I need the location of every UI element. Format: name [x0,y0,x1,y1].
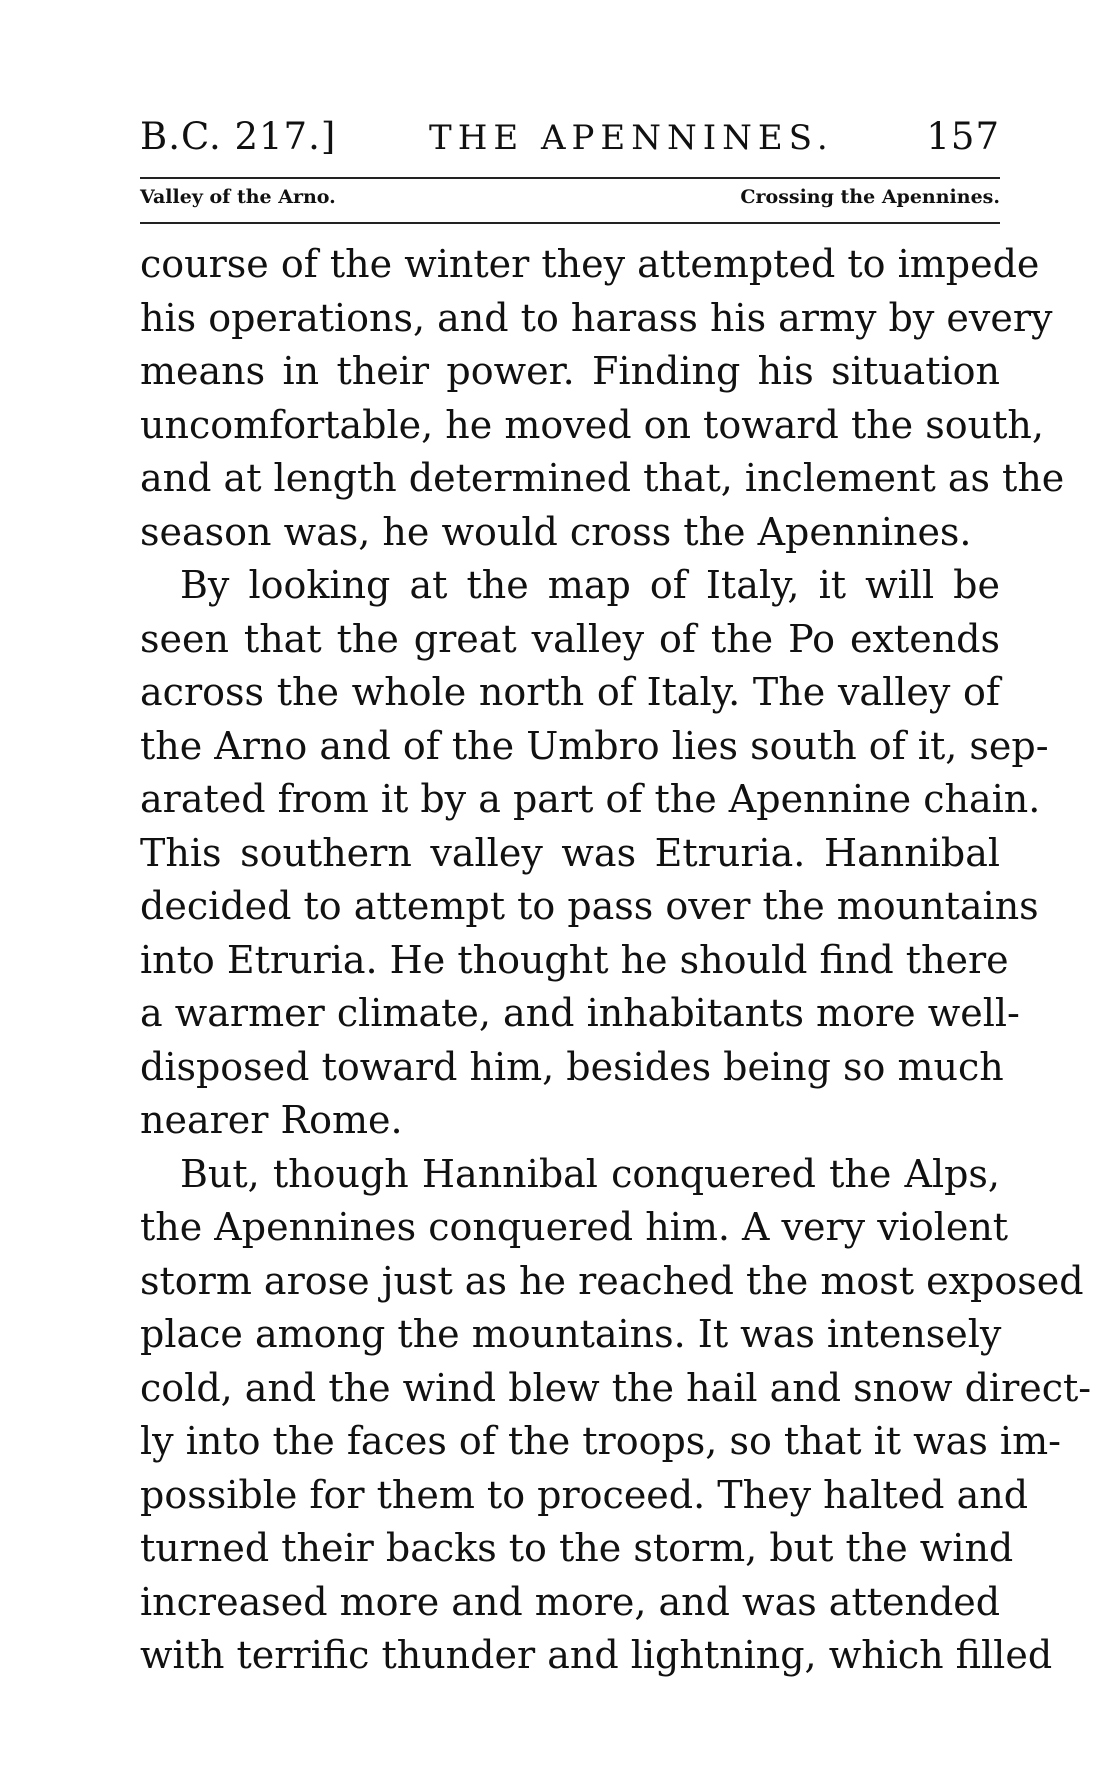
paragraph [140,559,1049,1148]
subhead-rule [140,222,1000,224]
header-rule [140,177,1000,179]
text-line: But, though Hannibal conquered the Alps, [180,1151,1000,1196]
text-line: disposed toward him, besides being so much [140,1044,1004,1089]
book-page [140,115,1092,1683]
paragraph [140,1148,1092,1683]
text-line: decided to attempt to pass over the mountains [140,884,1039,928]
year-marker: B.C. 217.] [140,115,337,158]
text-line: nearer Rome. [140,1098,403,1142]
text-line: and at length determined that, inclement as the [140,456,1065,500]
text-line: means in their power. Finding his situation [140,349,1000,393]
text-line: turned their backs to the storm, but the wind [140,1526,1014,1570]
text-line: ly into the faces of the troops, so that it was im- [140,1419,1061,1463]
side-heading-left: Valley of the Arno. [140,186,336,208]
text-line: place among the mountains. It was intensely [140,1312,1002,1356]
text-line: the Arno and of the Umbro lies south of it, sep- [140,723,1049,768]
text-line: uncomfortable, he moved on toward the south, [140,402,1044,447]
page-number: 157 [926,115,1000,158]
text-line: cold, and the wind blew the hail and snow direct- [140,1365,1092,1410]
text-line: storm arose just as he reached the most exposed [140,1258,1084,1303]
running-head [140,115,1000,169]
text-line: across the whole north of Italy. The valley of [140,670,1000,714]
chapter-title: THE APENNINES. [429,118,834,158]
text-line: possible for them to proceed. They halted and [140,1472,1029,1517]
body-text [140,238,1092,1683]
text-line: with terrific thunder and lightning, which filled [140,1633,1053,1677]
text-line: increased more and more, and was attended [140,1579,1001,1624]
text-line: This southern valley was Etruria. Hannibal [140,830,1000,875]
text-line: season was, he would cross the Apennines. [140,509,972,554]
text-line: the Apennines conquered him. A very violent [140,1205,1009,1249]
paragraph [140,238,1065,559]
text-line: a warmer climate, and inhabitants more well- [140,991,1020,1035]
text-line: By looking at the map of Italy, it will be [180,563,1000,607]
text-line: into Etruria. He thought he should find there [140,937,1009,982]
side-headings [140,186,1000,216]
text-line: seen that the great valley of the Po extends [140,616,1000,661]
text-line: his operations, and to harass his army by every [140,295,1053,340]
text-line: arated from it by a part of the Apennine chain. [140,777,1041,821]
text-line: course of the winter they attempted to impede [140,242,1040,286]
side-heading-right: Crossing the Apennines. [740,186,1000,208]
